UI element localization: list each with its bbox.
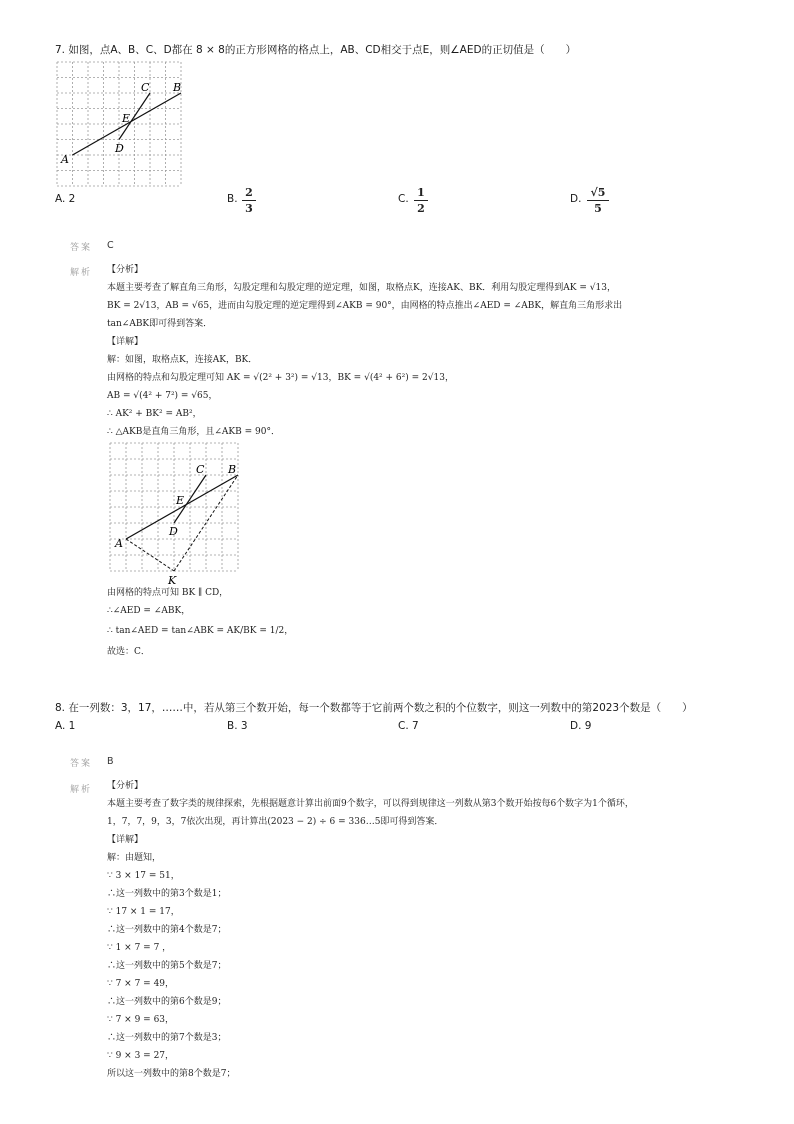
solution-line: ∴这一列数中的第5个数是7； [107, 961, 227, 971]
solution-line: ∴这一列数中的第6个数是9； [107, 997, 227, 1007]
q8-answer-tag: 答案 [70, 759, 93, 769]
figure-grid [110, 443, 238, 571]
solution-line: ∴这一列数中的第4个数是7； [107, 925, 227, 935]
solution-line: 由网格的特点和勾股定理可知 AK = √(2² + 3²) = √13，BK = √(4² + 6²) = 2√13， [107, 373, 454, 383]
label-b: B [173, 81, 182, 94]
q8-option-d[interactable]: D. 9 [570, 720, 592, 732]
q8-analysis-tag: 解析 [70, 785, 93, 795]
fraction-numerator: 1 [417, 186, 425, 199]
q8-stem: 8. 在一列数：3，17，……中，若从第三个数开始，每一个数都等于它前两个数之积的个位数字，则这一列数中的第2023个数是（ ） [55, 702, 693, 714]
q7-solution-figure [108, 441, 242, 587]
solution-line: ∴ AK² + BK² = AB²， [107, 409, 202, 419]
solution-line: 【详解】 [107, 835, 144, 845]
solution-line: ∴ tan∠AED = tan∠ABK = AK/BK = 1/2， [107, 626, 294, 636]
solution-line: 本题主要考查了解直角三角形，勾股定理和勾股定理的逆定理，如图，取格点K，连接AK、BK．利用勾股定理得到AK = √13， [107, 283, 616, 293]
label-a: A [61, 153, 69, 166]
solution-line: ∵ 7 × 9 = 63， [107, 1015, 175, 1025]
label-e: E [122, 112, 131, 125]
label-c: C [196, 463, 205, 476]
q7-answer-value: C [107, 240, 114, 251]
fraction-denominator: 5 [594, 202, 602, 215]
solution-line: 【详解】 [107, 337, 144, 347]
solution-line: 本题主要考查了数字类的规律探索，先根据题意计算出前面9个数字，可以得到规律这一列数从第3个数开始按每6个数字为1个循环， [107, 799, 634, 809]
solution-line: ∵ 3 × 17 = 51， [107, 871, 180, 881]
solution-line: 【分析】 [107, 265, 144, 275]
q7-option-a[interactable]: A. 2 [55, 193, 76, 205]
q7-analysis-tag: 解析 [70, 268, 93, 278]
label-d: D [169, 525, 178, 538]
fraction-bar [242, 200, 256, 201]
solution-line: ∵ 17 × 1 = 17， [107, 907, 180, 917]
label-a: A [115, 537, 123, 550]
q7-option-c-fraction [414, 186, 428, 215]
q7-option-c-label[interactable]: C. [398, 193, 409, 205]
label-c: C [141, 81, 150, 94]
q7-option-b-label[interactable]: B. [227, 193, 238, 205]
solution-line: 解：如图，取格点K，连接AK，BK． [107, 355, 258, 365]
label-k: K [168, 574, 177, 587]
label-d: D [115, 142, 124, 155]
fraction-numerator: √5 [590, 186, 606, 199]
solution-line: ∴这一列数中的第7个数是3； [107, 1033, 227, 1043]
q8-solution-block [107, 777, 634, 1083]
solution-line: ∵ 1 × 7 = 7 ， [107, 943, 172, 953]
fraction-bar [587, 200, 609, 201]
q7-answer-tag: 答案 [70, 243, 93, 253]
solution-line: tan∠ABK即可得到答案． [107, 319, 213, 329]
solution-line: ∴ △AKB是直角三角形，且∠AKB = 90°． [107, 427, 280, 437]
solution-line: AB = √(4² + 7²) = √65， [107, 391, 218, 401]
label-e: E [176, 494, 185, 507]
solution-line: 1，7，7，9，3，7依次出现，再计算出(2023 − 2) ÷ 6 = 336…5即可得到答案． [107, 817, 444, 827]
solution-line: 所以这一列数中的第8个数是7； [107, 1069, 236, 1079]
solution-line: ∴∠AED = ∠ABK， [107, 606, 191, 616]
solution-line: 【分析】 [107, 781, 144, 791]
fraction-denominator: 2 [417, 202, 425, 215]
label-b: B [228, 463, 237, 476]
q7-option-d-label[interactable]: D. [570, 193, 582, 205]
q7-solution-block-2 [107, 584, 293, 661]
solution-line: BK = 2√13，AB = √65，进而由勾股定理的逆定理得到∠AKB = 90°，由网格的特点推出∠AED = ∠ABK，解直角三角形求出 [107, 301, 623, 311]
q7-solution-block-1 [107, 261, 622, 441]
solution-line: 解：由题知， [107, 853, 162, 863]
q8-option-a[interactable]: A. 1 [55, 720, 76, 732]
fraction-numerator: 2 [245, 186, 253, 199]
q7-option-d-fraction [587, 186, 609, 215]
solution-line: 故选：C． [107, 647, 150, 657]
q8-option-c[interactable]: C. 7 [398, 720, 419, 732]
q8-option-b[interactable]: B. 3 [227, 720, 248, 732]
solution-line: 由网格的特点可知 BK ∥ CD， [107, 588, 229, 598]
solution-line: ∵ 7 × 7 = 49， [107, 979, 175, 989]
solution-line: ∴这一列数中的第3个数是1； [107, 889, 227, 899]
solution-line: ∵ 9 × 3 = 27， [107, 1051, 175, 1061]
q7-option-b-fraction [242, 186, 256, 215]
fraction-bar [414, 200, 428, 201]
q7-stem: 7. 如图，点A、B、C、D都在 8 × 8的正方形网格的格点上，AB、CD相交于点E，则∠AED的正切值是（ ） [55, 44, 577, 56]
fraction-denominator: 3 [245, 202, 253, 215]
figure-grid [57, 62, 181, 186]
q8-answer-value: B [107, 756, 114, 767]
q7-grid-figure [55, 60, 185, 190]
